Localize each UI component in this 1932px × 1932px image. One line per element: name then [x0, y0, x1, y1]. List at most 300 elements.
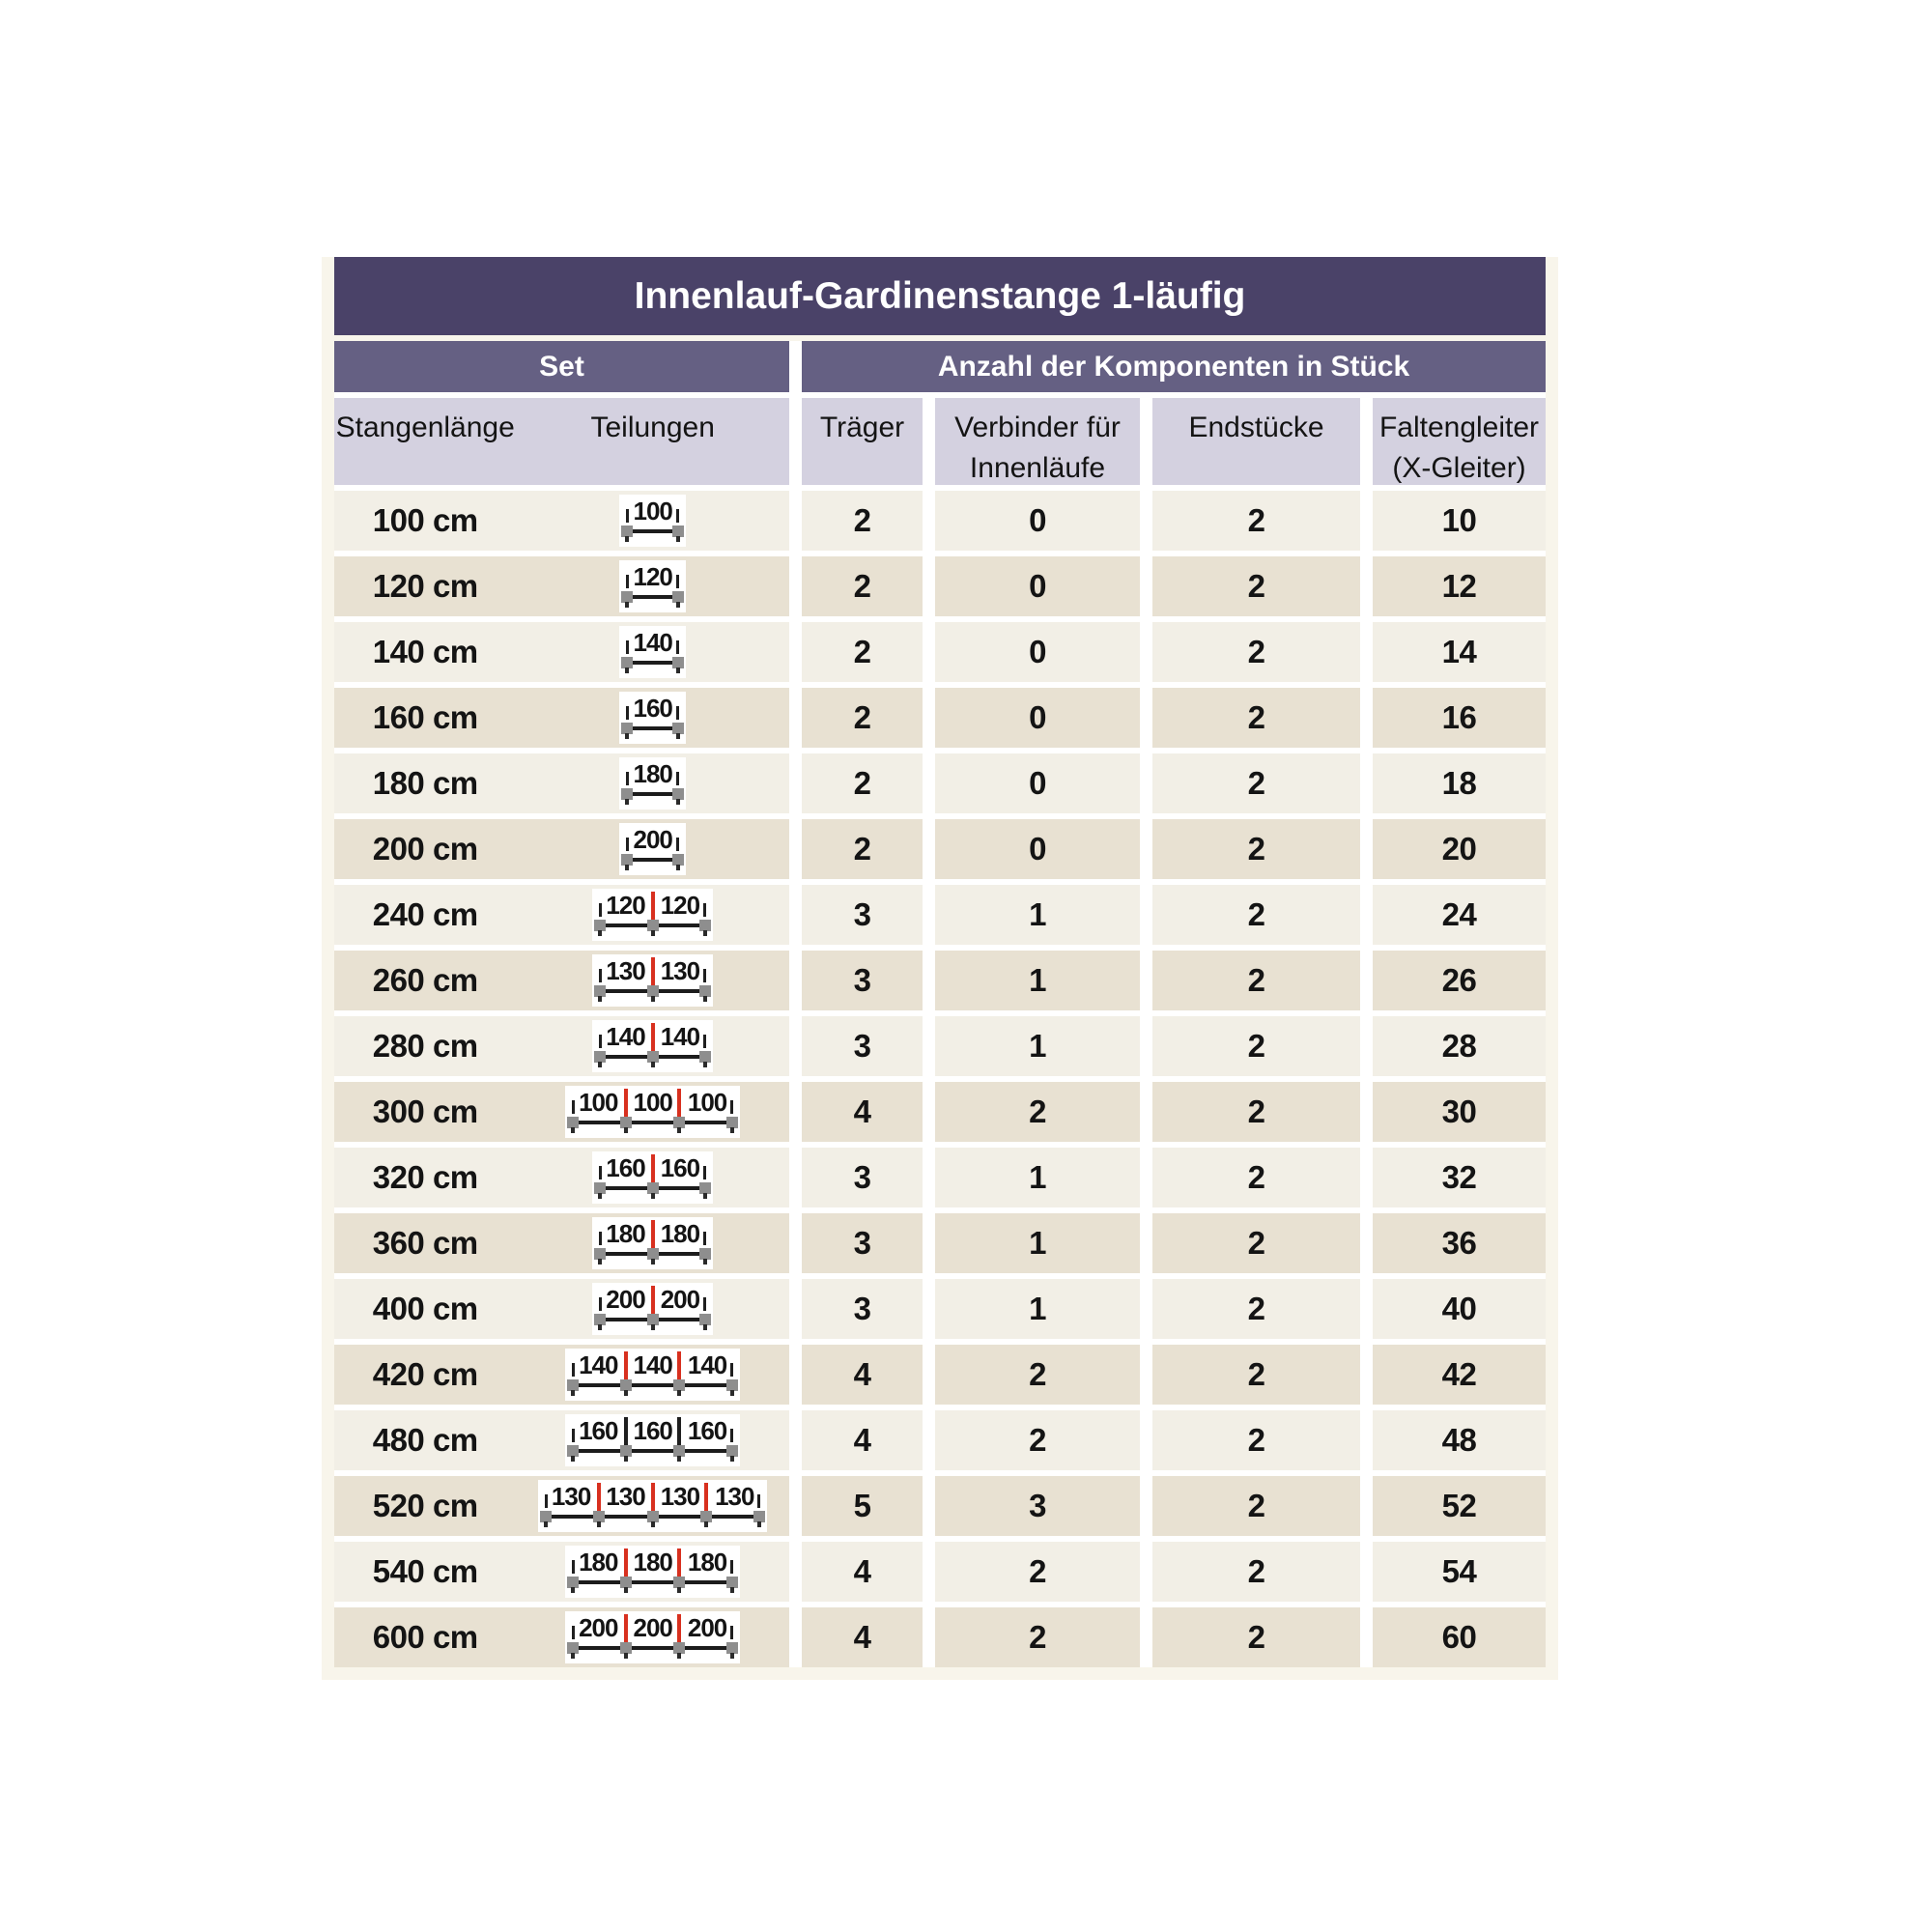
teilungen-diagram-holder: [516, 1611, 789, 1663]
teilungen-diagram-holder: [516, 1546, 789, 1598]
row-length: 120 cm: [372, 568, 478, 604]
segment-length: 140: [633, 1350, 672, 1379]
rod-line-row: [627, 787, 677, 804]
segment-length: 200: [633, 825, 672, 854]
cell-verbinder: 2: [935, 1345, 1140, 1405]
bracket-icon: [620, 1642, 632, 1654]
bracket-icon: [567, 1642, 579, 1654]
column-header-set-group: [334, 398, 789, 485]
bracket-icon: [567, 1379, 579, 1391]
curtain-rod-icon: [627, 661, 677, 665]
segment-length: 180: [687, 1548, 727, 1577]
row-length: 360 cm: [372, 1225, 478, 1261]
cell-faltengleiter: 24: [1373, 885, 1546, 945]
curtain-rod-icon: [573, 1646, 732, 1650]
bracket-icon: [540, 1511, 552, 1522]
table-row-set-cell: [334, 491, 789, 551]
rod-line-row: [573, 1444, 732, 1461]
teilungen-diagram-holder: [516, 1283, 789, 1335]
rod-diagram: [592, 1283, 713, 1335]
rod-line-row: [627, 656, 677, 672]
table-row-set-cell: [334, 622, 789, 682]
cell-faltengleiter: 12: [1373, 556, 1546, 616]
rod-diagram: [592, 954, 713, 1007]
bracket-icon: [699, 1051, 711, 1063]
rod-line-row: [627, 525, 677, 541]
teilungen-diagram-holder: [516, 1480, 789, 1532]
cell-verbinder: 0: [935, 491, 1140, 551]
cell-traeger: 2: [802, 688, 923, 748]
segment-length: 200: [606, 1285, 645, 1314]
bracket-icon: [672, 591, 684, 603]
cell-endstuecke: 2: [1152, 753, 1360, 813]
dimension-tick-icon: [676, 509, 679, 523]
dimension-tick-icon: [730, 1100, 733, 1114]
bracket-icon: [726, 1379, 738, 1391]
row-length: 260 cm: [372, 962, 478, 998]
table-row-set-cell: [334, 1542, 789, 1602]
dimension-tick-icon: [599, 969, 602, 982]
bracket-icon: [700, 1511, 712, 1522]
bracket-icon: [594, 920, 606, 931]
row-length: 540 cm: [372, 1553, 478, 1589]
segment-length: 130: [606, 956, 645, 985]
group-header-set: Set: [334, 341, 789, 392]
row-length: 240 cm: [372, 896, 478, 932]
bracket-icon: [647, 920, 659, 931]
teilungen-diagram-holder: [516, 1414, 789, 1466]
cell-faltengleiter: 60: [1373, 1607, 1546, 1667]
table-row-set-cell: [334, 556, 789, 616]
dimension-tick-icon: [730, 1363, 733, 1377]
cell-endstuecke: 2: [1152, 1345, 1360, 1405]
row-length: 160 cm: [372, 699, 478, 735]
bracket-icon: [621, 526, 633, 537]
dimension-tick-icon: [572, 1560, 575, 1574]
rod-line-row: [627, 590, 677, 607]
bracket-icon: [647, 1248, 659, 1260]
bracket-icon: [672, 723, 684, 734]
row-length: 480 cm: [372, 1422, 478, 1458]
rod-diagram: [592, 889, 713, 941]
cell-verbinder: 0: [935, 688, 1140, 748]
cell-traeger: 4: [802, 1410, 923, 1470]
table-title: Innenlauf-Gardinenstange 1-läufig: [334, 257, 1546, 335]
dimension-tick-icon: [703, 1232, 706, 1245]
cell-faltengleiter: 48: [1373, 1410, 1546, 1470]
curtain-rod-icon: [573, 1383, 732, 1387]
cell-faltengleiter: 42: [1373, 1345, 1546, 1405]
bracket-icon: [699, 1248, 711, 1260]
bracket-icon: [647, 1051, 659, 1063]
bracket-icon: [753, 1511, 765, 1522]
segment-length: 130: [715, 1482, 754, 1511]
curtain-rod-icon: [627, 792, 677, 796]
rod-line-row: [600, 1247, 705, 1264]
bracket-icon: [621, 788, 633, 800]
cell-verbinder: 1: [935, 885, 1140, 945]
segment-length: 160: [633, 694, 672, 723]
cell-traeger: 5: [802, 1476, 923, 1536]
cell-verbinder: 1: [935, 1279, 1140, 1339]
bracket-icon: [726, 1642, 738, 1654]
rod-line-row: [627, 722, 677, 738]
segment-length: 180: [579, 1548, 618, 1577]
segment-length: 160: [687, 1416, 727, 1445]
bracket-icon: [621, 723, 633, 734]
row-length: 200 cm: [372, 831, 478, 867]
bracket-icon: [726, 1577, 738, 1588]
rod-line-row: [573, 1641, 732, 1658]
rod-line-row: [600, 919, 705, 935]
segment-length: 140: [579, 1350, 618, 1379]
cell-verbinder: 2: [935, 1410, 1140, 1470]
dimension-tick-icon: [703, 1297, 706, 1311]
bracket-icon: [673, 1445, 685, 1457]
segment-length: 100: [633, 497, 672, 526]
segment-length: 200: [687, 1613, 727, 1642]
table-row-set-cell: [334, 885, 789, 945]
segment-length: 100: [579, 1088, 618, 1117]
segment-length: 180: [606, 1219, 645, 1248]
cell-endstuecke: 2: [1152, 1476, 1360, 1536]
teilungen-diagram-holder: [516, 1151, 789, 1204]
teilungen-diagram-holder: [516, 889, 789, 941]
cell-traeger: 3: [802, 1213, 923, 1273]
bracket-icon: [699, 1314, 711, 1325]
table-row-set-cell: [334, 1148, 789, 1208]
row-length: 280 cm: [372, 1028, 478, 1064]
segment-length: 100: [633, 1088, 672, 1117]
dimension-tick-icon: [599, 1232, 602, 1245]
dimension-tick-icon: [572, 1626, 575, 1639]
segment-length: 130: [606, 1482, 645, 1511]
cell-faltengleiter: 14: [1373, 622, 1546, 682]
dimension-tick-icon: [676, 772, 679, 785]
segment-length: 200: [660, 1285, 700, 1314]
cell-traeger: 4: [802, 1542, 923, 1602]
dimension-tick-icon: [730, 1560, 733, 1574]
rod-line-row: [600, 1313, 705, 1329]
teilungen-diagram-holder: [516, 1217, 789, 1269]
cell-faltengleiter: 10: [1373, 491, 1546, 551]
rod-diagram: [565, 1414, 740, 1466]
cell-verbinder: 0: [935, 556, 1140, 616]
cell-faltengleiter: 26: [1373, 951, 1546, 1010]
dimension-tick-icon: [626, 575, 629, 588]
table-row-set-cell: [334, 1345, 789, 1405]
row-length: 140 cm: [372, 634, 478, 669]
column-header-stangenlaenge: Stangenlänge: [335, 412, 515, 443]
column-header-endstuecke: Endstücke: [1152, 398, 1360, 485]
bracket-icon: [726, 1445, 738, 1457]
dimension-tick-icon: [730, 1626, 733, 1639]
table-row-set-cell: [334, 951, 789, 1010]
dimension-tick-icon: [599, 1166, 602, 1179]
segment-length: 160: [606, 1153, 645, 1182]
bracket-icon: [672, 788, 684, 800]
cell-verbinder: 0: [935, 753, 1140, 813]
rod-line-row: [600, 984, 705, 1001]
teilungen-diagram-holder: [516, 692, 789, 744]
cell-traeger: 3: [802, 1016, 923, 1076]
row-length: 320 cm: [372, 1159, 478, 1195]
cell-endstuecke: 2: [1152, 885, 1360, 945]
cell-faltengleiter: 30: [1373, 1082, 1546, 1142]
bracket-icon: [673, 1379, 685, 1391]
segment-length: 180: [660, 1219, 700, 1248]
cell-traeger: 2: [802, 556, 923, 616]
table-row-set-cell: [334, 819, 789, 879]
cell-endstuecke: 2: [1152, 1213, 1360, 1273]
rod-diagram: [619, 757, 685, 810]
cell-faltengleiter: 54: [1373, 1542, 1546, 1602]
cell-traeger: 4: [802, 1345, 923, 1405]
bracket-icon: [621, 657, 633, 668]
dimension-tick-icon: [626, 509, 629, 523]
row-length: 400 cm: [372, 1291, 478, 1326]
curtain-rod-icon: [627, 726, 677, 730]
cell-endstuecke: 2: [1152, 1607, 1360, 1667]
dimension-tick-icon: [572, 1429, 575, 1442]
table-row-set-cell: [334, 1410, 789, 1470]
segment-length: 100: [687, 1088, 727, 1117]
segment-length: 180: [633, 1548, 672, 1577]
dimension-tick-icon: [626, 640, 629, 654]
bracket-icon: [672, 657, 684, 668]
rod-line-row: [573, 1116, 732, 1132]
dimension-tick-icon: [730, 1429, 733, 1442]
rod-diagram: [565, 1611, 740, 1663]
bracket-icon: [699, 985, 711, 997]
bracket-icon: [593, 1511, 605, 1522]
curtain-rod-icon: [627, 595, 677, 599]
cell-endstuecke: 2: [1152, 819, 1360, 879]
rod-diagram: [565, 1546, 740, 1598]
segment-length: 130: [660, 956, 700, 985]
row-length: 520 cm: [372, 1488, 478, 1523]
cell-faltengleiter: 20: [1373, 819, 1546, 879]
segment-length: 160: [633, 1416, 672, 1445]
curtain-rod-icon: [573, 1449, 732, 1453]
rod-line-row: [600, 1050, 705, 1066]
teilungen-diagram-holder: [516, 757, 789, 810]
segment-length: 140: [606, 1022, 645, 1051]
curtain-rod-icon: [627, 529, 677, 533]
teilungen-diagram-holder: [516, 1349, 789, 1401]
segment-length: 160: [579, 1416, 618, 1445]
rod-diagram: [619, 495, 685, 547]
segment-length: 200: [633, 1613, 672, 1642]
bracket-icon: [699, 920, 711, 931]
bracket-icon: [647, 985, 659, 997]
cell-endstuecke: 2: [1152, 1542, 1360, 1602]
dimension-tick-icon: [676, 640, 679, 654]
segment-length: 160: [660, 1153, 700, 1182]
cell-verbinder: 1: [935, 951, 1140, 1010]
bracket-icon: [673, 1642, 685, 1654]
cell-faltengleiter: 32: [1373, 1148, 1546, 1208]
cell-endstuecke: 2: [1152, 1148, 1360, 1208]
bracket-icon: [621, 854, 633, 866]
segment-length: 180: [633, 759, 672, 788]
column-header-teilungen: Teilungen: [590, 412, 715, 443]
bracket-icon: [647, 1182, 659, 1194]
cell-verbinder: 2: [935, 1607, 1140, 1667]
rod-diagram: [565, 1086, 740, 1138]
cell-endstuecke: 2: [1152, 951, 1360, 1010]
column-header-traeger: Träger: [802, 398, 923, 485]
cell-traeger: 3: [802, 885, 923, 945]
bracket-icon: [620, 1445, 632, 1457]
row-length: 100 cm: [372, 502, 478, 538]
curtain-rod-icon: [627, 858, 677, 862]
column-header-verbinder: Verbinder für Innenläufe: [935, 398, 1140, 485]
rod-diagram: [592, 1217, 713, 1269]
bracket-icon: [673, 1577, 685, 1588]
cell-traeger: 2: [802, 491, 923, 551]
rod-line-row: [573, 1576, 732, 1592]
dimension-tick-icon: [599, 903, 602, 917]
cell-traeger: 2: [802, 622, 923, 682]
bracket-icon: [620, 1577, 632, 1588]
table-row-set-cell: [334, 753, 789, 813]
segment-length: 200: [579, 1613, 618, 1642]
cell-endstuecke: 2: [1152, 622, 1360, 682]
segment-length: 130: [551, 1482, 591, 1511]
teilungen-diagram-holder: [516, 626, 789, 678]
cell-traeger: 3: [802, 951, 923, 1010]
bracket-icon: [567, 1117, 579, 1128]
rod-diagram: [619, 626, 685, 678]
dimension-tick-icon: [626, 706, 629, 720]
cell-faltengleiter: 16: [1373, 688, 1546, 748]
bracket-icon: [620, 1379, 632, 1391]
cell-faltengleiter: 18: [1373, 753, 1546, 813]
bracket-icon: [672, 854, 684, 866]
bracket-icon: [620, 1117, 632, 1128]
row-length: 600 cm: [372, 1619, 478, 1655]
rod-diagram: [619, 560, 685, 612]
cell-faltengleiter: 28: [1373, 1016, 1546, 1076]
components-table: [334, 341, 1546, 1667]
bracket-icon: [647, 1314, 659, 1325]
bracket-icon: [594, 1248, 606, 1260]
curtain-rod-icon: [573, 1580, 732, 1584]
dimension-tick-icon: [676, 838, 679, 851]
rod-diagram: [538, 1480, 768, 1532]
dimension-tick-icon: [626, 838, 629, 851]
table-row-set-cell: [334, 1607, 789, 1667]
cell-endstuecke: 2: [1152, 1016, 1360, 1076]
cell-verbinder: 2: [935, 1082, 1140, 1142]
teilungen-diagram-holder: [516, 560, 789, 612]
cell-verbinder: 0: [935, 622, 1140, 682]
cell-traeger: 3: [802, 1148, 923, 1208]
cell-verbinder: 0: [935, 819, 1140, 879]
table-row-set-cell: [334, 688, 789, 748]
segment-length: 140: [633, 628, 672, 657]
cell-traeger: 4: [802, 1082, 923, 1142]
dimension-tick-icon: [703, 1035, 706, 1048]
rod-diagram: [592, 1151, 713, 1204]
dimension-tick-icon: [572, 1100, 575, 1114]
row-length: 420 cm: [372, 1356, 478, 1392]
row-length: 180 cm: [372, 765, 478, 801]
segment-length: 120: [606, 891, 645, 920]
bracket-icon: [594, 985, 606, 997]
bracket-icon: [594, 1182, 606, 1194]
bracket-icon: [647, 1511, 659, 1522]
bracket-icon: [672, 526, 684, 537]
cell-endstuecke: 2: [1152, 1410, 1360, 1470]
cell-verbinder: 2: [935, 1542, 1140, 1602]
teilungen-diagram-holder: [516, 1020, 789, 1072]
teilungen-diagram-holder: [516, 1086, 789, 1138]
dimension-tick-icon: [703, 969, 706, 982]
bracket-icon: [673, 1117, 685, 1128]
segment-length: 140: [687, 1350, 727, 1379]
cell-faltengleiter: 40: [1373, 1279, 1546, 1339]
curtain-rod-icon: [573, 1121, 732, 1124]
segment-length: 120: [660, 891, 700, 920]
rod-diagram: [619, 692, 685, 744]
cell-faltengleiter: 36: [1373, 1213, 1546, 1273]
dimension-tick-icon: [676, 575, 679, 588]
bracket-icon: [594, 1314, 606, 1325]
bracket-icon: [567, 1445, 579, 1457]
bracket-icon: [621, 591, 633, 603]
rod-diagram: [619, 823, 685, 875]
dimension-tick-icon: [703, 1166, 706, 1179]
dimension-tick-icon: [599, 1297, 602, 1311]
dimension-tick-icon: [626, 772, 629, 785]
product-table: [322, 257, 1558, 1680]
cell-endstuecke: 2: [1152, 491, 1360, 551]
table-row-set-cell: [334, 1016, 789, 1076]
cell-traeger: 2: [802, 753, 923, 813]
teilungen-diagram-holder: [516, 823, 789, 875]
table-row-set-cell: [334, 1082, 789, 1142]
segment-length: 130: [660, 1482, 700, 1511]
group-header-components: Anzahl der Komponenten in Stück: [802, 341, 1546, 392]
rod-diagram: [592, 1020, 713, 1072]
cell-verbinder: 1: [935, 1213, 1140, 1273]
dimension-tick-icon: [703, 903, 706, 917]
cell-endstuecke: 2: [1152, 556, 1360, 616]
dimension-tick-icon: [676, 706, 679, 720]
row-length: 300 cm: [372, 1094, 478, 1129]
bracket-icon: [594, 1051, 606, 1063]
segment-length: 120: [633, 562, 672, 591]
bracket-icon: [699, 1182, 711, 1194]
dimension-tick-icon: [545, 1494, 548, 1508]
dimension-tick-icon: [572, 1363, 575, 1377]
cell-verbinder: 3: [935, 1476, 1140, 1536]
rod-diagram: [565, 1349, 740, 1401]
cell-endstuecke: 2: [1152, 1279, 1360, 1339]
cell-endstuecke: 2: [1152, 688, 1360, 748]
cell-verbinder: 1: [935, 1016, 1140, 1076]
bracket-icon: [726, 1117, 738, 1128]
cell-endstuecke: 2: [1152, 1082, 1360, 1142]
bracket-icon: [567, 1577, 579, 1588]
cell-traeger: 3: [802, 1279, 923, 1339]
segment-length: 140: [660, 1022, 700, 1051]
table-row-set-cell: [334, 1476, 789, 1536]
teilungen-diagram-holder: [516, 954, 789, 1007]
cell-traeger: 4: [802, 1607, 923, 1667]
